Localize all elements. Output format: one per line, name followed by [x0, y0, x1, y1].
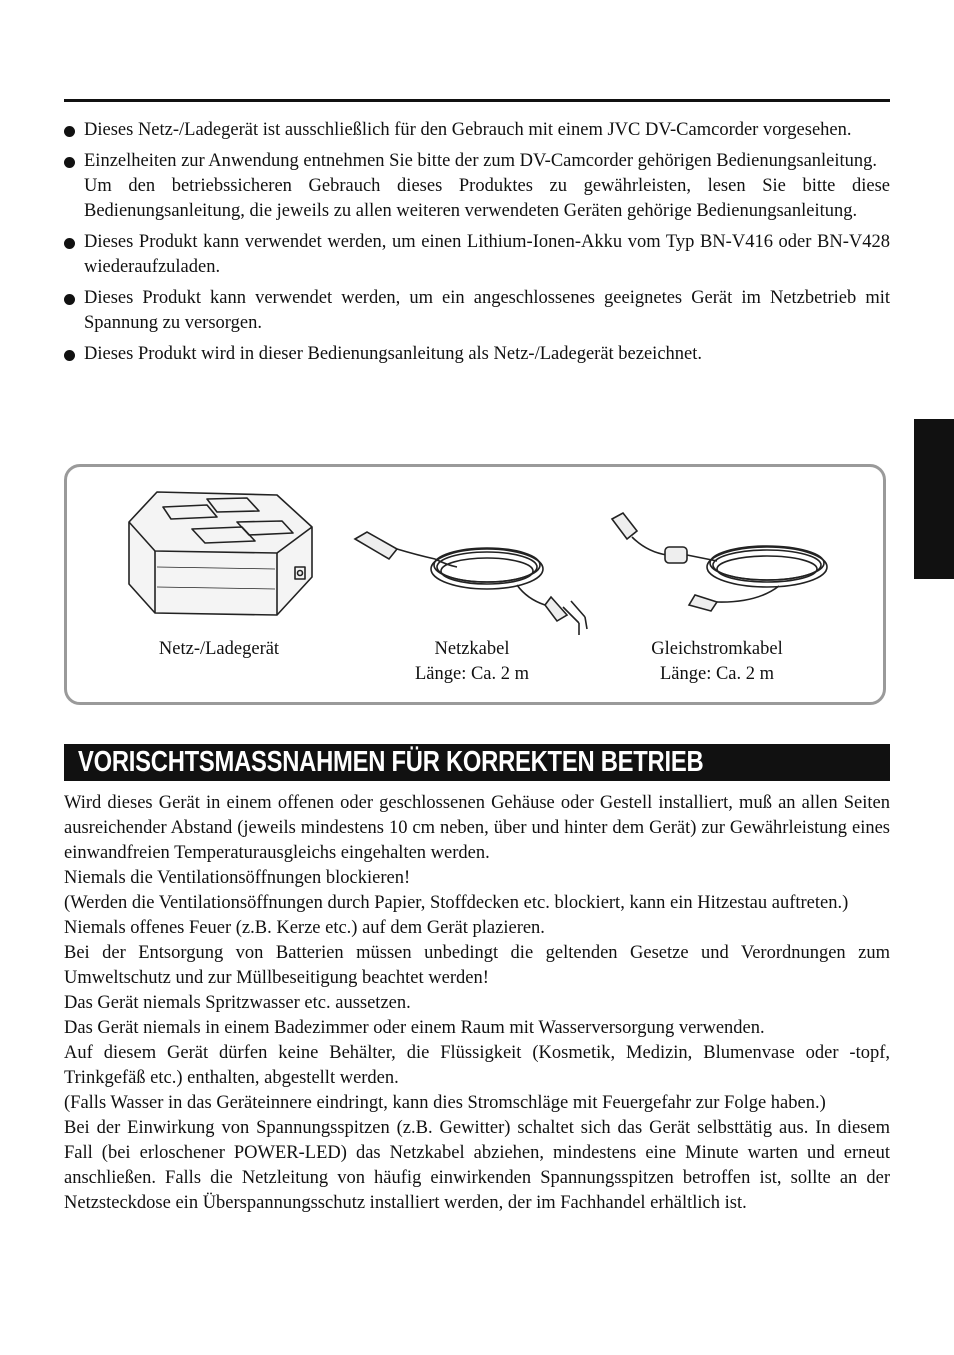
bullet-text: Einzelheiten zur Anwendung entnehmen Sie bitte der zum DV-Camcorder gehörigen Bedienungsanleitung.	[84, 151, 878, 171]
bullet-dot-icon	[64, 350, 75, 361]
bullet-dot-icon	[64, 126, 75, 137]
power-cord-label: Netzkabel	[434, 639, 510, 659]
body-paragraph: Niemals offenes Feuer (z.B. Kerze etc.) auf dem Gerät plazieren.	[64, 918, 545, 938]
power-cord-caption	[382, 637, 562, 687]
dc-cord-length: Länge: Ca. 2 m	[659, 664, 775, 684]
bullet-item	[64, 118, 890, 143]
body-paragraph: Auf diesem Gerät dürfen keine Behälter, die Flüssigkeit (Kosmetik, Medizin, Blumenvase oder -topf, Trinkgefäß etc.) enthalten, abgestellt werden.	[64, 1043, 890, 1088]
bullet-dot-icon	[64, 294, 75, 305]
bullet-text: Dieses Produkt kann verwendet werden, um ein angeschlossenes geeignetes Gerät im Netzbetrieb mit Spannung zu versorgen.	[84, 288, 890, 333]
language-tab-marker	[914, 419, 954, 579]
body-paragraph: Bei der Einwirkung von Spannungsspitzen (z.B. Gewitter) schaltet sich das Gerät selbsttätig aus. In diesem Fall (bei erloschener POWER-LED) das Netzkabel abziehen, mindestens eine Minute warten und erneut anschließen. Falls die Netzleitung von häufig einwirkenden Spannungsspitzen betroffen ist, sollte an der Netzsteckdose ein Überspannungsschutz installiert werden, der im Fachhandel erhältlich ist.	[64, 1118, 890, 1213]
bullet-item	[64, 286, 890, 336]
body-paragraph: (Falls Wasser in das Geräteinnere eindringt, kann dies Stromschläge mit Feuergefahr zur Folge haben.)	[64, 1093, 826, 1113]
body-paragraph: Bei der Entsorgung von Batterien müssen unbedingt die geltenden Gesetze und Verordnungen zum Umweltschutz und zur Müllbeseitigung beachtet werden!	[64, 943, 890, 988]
section-title: VORISCHTSMASSNAHMEN FÜR KORREKTEN BETRIEB	[78, 746, 704, 778]
bullet-dot-icon	[64, 157, 75, 168]
bullet-text: Um den betriebssicheren Gebrauch dieses Produktes zu gewährleisten, lesen Sie bitte diese Bedienungsanleitung, die jeweils zu allen weiteren verwendeten Geräten gehörige Bedienungsanleitung.	[84, 176, 890, 221]
power-cord-length: Länge: Ca. 2 m	[414, 664, 530, 684]
dc-cord-illustration	[612, 513, 827, 611]
body-paragraph: Das Gerät niemals Spritzwasser etc. aussetzen.	[64, 993, 411, 1013]
section-header	[64, 744, 890, 781]
top-rule	[64, 99, 890, 102]
body-paragraph: Niemals die Ventilationsöffnungen blockieren!	[64, 868, 411, 888]
accessories-figure	[64, 464, 886, 705]
body-paragraph: Das Gerät niemals in einem Badezimmer oder einem Raum mit Wasserversorgung verwenden.	[64, 1018, 765, 1038]
bullet-item	[64, 342, 890, 367]
body-paragraph: (Werden die Ventilationsöffnungen durch Papier, Stoffdecken etc. blockiert, kann ein Hitzestau auftreten.)	[64, 893, 849, 913]
charger-illustration	[129, 492, 312, 615]
bullet-text: Dieses Netz-/Ladegerät ist ausschließlich für den Gebrauch mit einem JVC DV-Camcorder vorgesehen.	[84, 120, 852, 140]
bullet-dot-icon	[64, 238, 75, 249]
charger-label: Netz-/Ladegerät	[158, 639, 280, 659]
bullet-list	[64, 118, 890, 373]
dc-cord-label: Gleichstromkabel	[651, 639, 783, 659]
bullet-text: Dieses Produkt kann verwendet werden, um einen Lithium-Ionen-Akku vom Typ BN-V416 oder BN-V428 wiederaufzuladen.	[84, 232, 890, 277]
body-paragraph: Wird dieses Gerät in einem offenen oder geschlossenen Gehäuse oder Gestell installiert, muß an allen Seiten ausreichender Abstand (jeweils mindestens 10 cm neben, über und hinter dem Gerät) zur Gewährleistung eines einwandfreien Temperaturausgleichs eingehalten werden.	[64, 793, 890, 863]
dc-cord-caption	[627, 637, 807, 687]
charger-caption	[129, 637, 309, 662]
power-cord-illustration	[355, 532, 587, 635]
bullet-item	[64, 230, 890, 280]
bullet-text: Dieses Produkt wird in dieser Bedienungsanleitung als Netz-/Ladegerät bezeichnet.	[84, 344, 703, 364]
bullet-item	[64, 149, 890, 224]
section-body	[64, 791, 890, 1216]
